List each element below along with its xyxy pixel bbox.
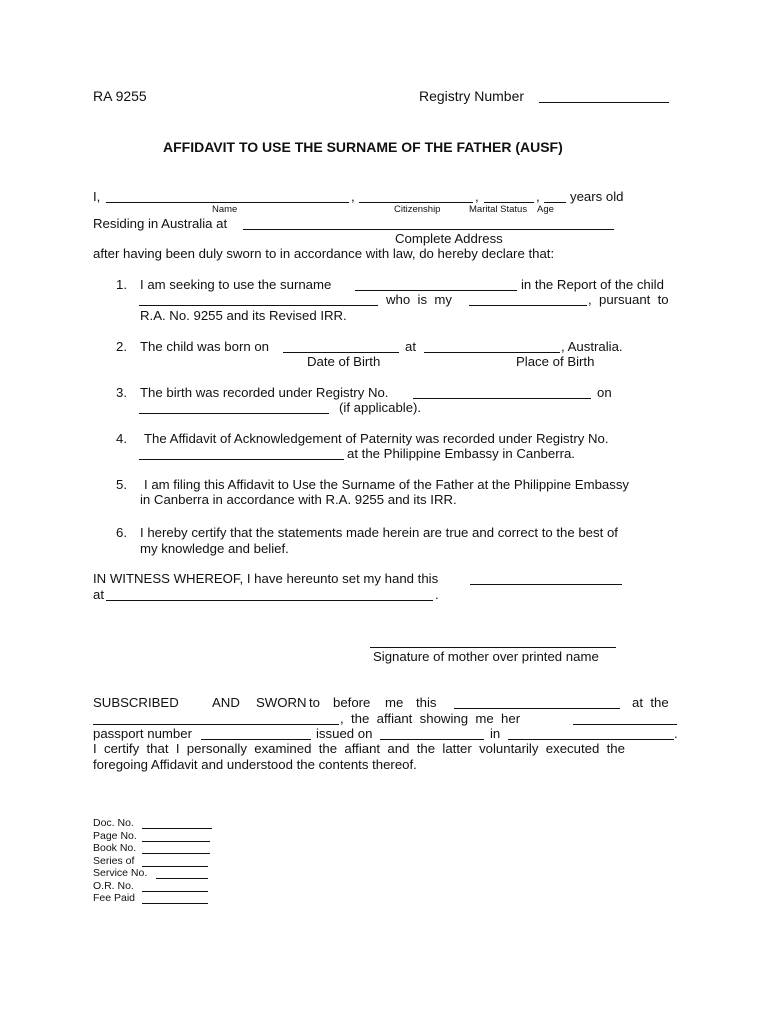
registration-date-field[interactable]: [139, 413, 329, 414]
surname-field[interactable]: [355, 290, 517, 291]
registry-number-field[interactable]: [539, 102, 669, 103]
page-no-label: Page No.: [93, 830, 137, 842]
subscribed-place-field[interactable]: [93, 724, 339, 725]
doc-no-label: Doc. No.: [93, 817, 134, 829]
item-1-text-d: , pursuant to: [588, 292, 669, 307]
certify-text-b: foregoing Affidavit and understood the contents thereof.: [93, 757, 417, 772]
item-2-text: The child was born on: [140, 339, 270, 354]
item-1-text-c: who is my: [386, 292, 452, 307]
certify-text: I certify that I personally examined the affiant and the latter voluntarily executed the: [93, 741, 625, 756]
residing-label: Residing in Australia at: [93, 216, 228, 231]
issued-place-field[interactable]: [508, 739, 674, 740]
item-1-text-b: in the Report of the child: [521, 277, 664, 292]
child-name-field[interactable]: [139, 305, 378, 306]
i-label: I,: [93, 189, 101, 204]
item-1-number: 1.: [116, 277, 127, 292]
item-6-text: I hereby certify that the statements made herein are true and correct to the best of: [140, 525, 618, 540]
date-of-birth-field[interactable]: [283, 352, 399, 353]
signature-field[interactable]: [370, 647, 616, 648]
name-field[interactable]: [106, 202, 349, 203]
name-caption: Name: [212, 204, 238, 215]
doc-no-field[interactable]: [142, 828, 212, 829]
date-of-birth-caption: Date of Birth: [307, 354, 381, 369]
item-1-text-e: R.A. No. 9255 and its Revised IRR.: [140, 308, 347, 323]
sworn-statement: after having been duly sworn to in accordance with law, do hereby declare that:: [93, 246, 555, 261]
years-old-label: years old: [570, 189, 624, 204]
item-3-number: 3.: [116, 385, 127, 400]
fee-paid-label: Fee Paid: [93, 892, 136, 904]
issued-date-field[interactable]: [380, 739, 484, 740]
item-5-text: I am filing this Affidavit to Use the Surname of the Father at the Philippine Embassy: [144, 477, 630, 492]
item-4-text: The Affidavit of Acknowledgement of Paternity was recorded under Registry No.: [144, 431, 609, 446]
witness-text: IN WITNESS WHEREOF, I have hereunto set my hand this: [93, 571, 439, 586]
registry-no-field[interactable]: [413, 398, 591, 399]
marital-status-caption: Marital Status: [469, 204, 528, 215]
aap-registry-field[interactable]: [139, 459, 344, 460]
item-2-number: 2.: [116, 339, 127, 354]
or-no-field[interactable]: [142, 891, 208, 892]
item-2-at: at: [405, 339, 416, 354]
signature-caption: Signature of mother over printed name: [373, 649, 599, 664]
ra-number-label: RA 9255: [93, 88, 147, 104]
item-3-on: on: [597, 385, 612, 400]
service-no-label: Service No.: [93, 867, 148, 879]
marital-status-field[interactable]: [484, 202, 534, 203]
place-of-birth-caption: Place of Birth: [516, 354, 595, 369]
item-4-number: 4.: [116, 431, 127, 446]
fee-paid-field[interactable]: [142, 903, 208, 904]
relationship-field[interactable]: [469, 305, 587, 306]
item-6-text-b: my knowledge and belief.: [140, 541, 289, 556]
subscribed-date-field[interactable]: [454, 708, 620, 709]
citizenship-field[interactable]: [359, 202, 473, 203]
passport-label: passport number: [93, 726, 192, 741]
item-2-australia: , Australia.: [561, 339, 623, 354]
or-no-label: O.R. No.: [93, 880, 134, 892]
item-1-text: I am seeking to use the surname: [140, 277, 332, 292]
citizenship-caption: Citizenship: [394, 204, 441, 215]
item-5-number: 5.: [116, 477, 127, 492]
book-no-label: Book No.: [93, 842, 137, 854]
address-field[interactable]: [243, 229, 614, 230]
id-type-field[interactable]: [573, 724, 677, 725]
service-no-field[interactable]: [156, 878, 208, 879]
age-field[interactable]: [544, 202, 566, 203]
item-3-text: The birth was recorded under Registry No.: [140, 385, 389, 400]
form-title: AFFIDAVIT TO USE THE SURNAME OF THE FATHER (AUSF): [163, 139, 563, 155]
item-3-applicable: (if applicable).: [339, 400, 422, 415]
series-label: Series of: [93, 855, 135, 867]
witness-place-field[interactable]: [106, 600, 433, 601]
item-5-text-b: in Canberra in accordance with R.A. 9255 and its IRR.: [140, 492, 457, 507]
item-4-text-b: at the Philippine Embassy in Canberra.: [347, 446, 575, 461]
place-of-birth-field[interactable]: [424, 352, 560, 353]
item-6-number: 6.: [116, 525, 127, 540]
passport-number-field[interactable]: [201, 739, 311, 740]
age-caption: Age: [537, 204, 554, 215]
address-caption: Complete Address: [395, 231, 503, 246]
book-no-field[interactable]: [142, 853, 210, 854]
witness-date-field[interactable]: [470, 584, 622, 585]
witness-at: at: [93, 587, 104, 602]
registry-number-label: Registry Number: [419, 88, 525, 104]
series-field[interactable]: [142, 866, 208, 867]
page-no-field[interactable]: [142, 841, 210, 842]
